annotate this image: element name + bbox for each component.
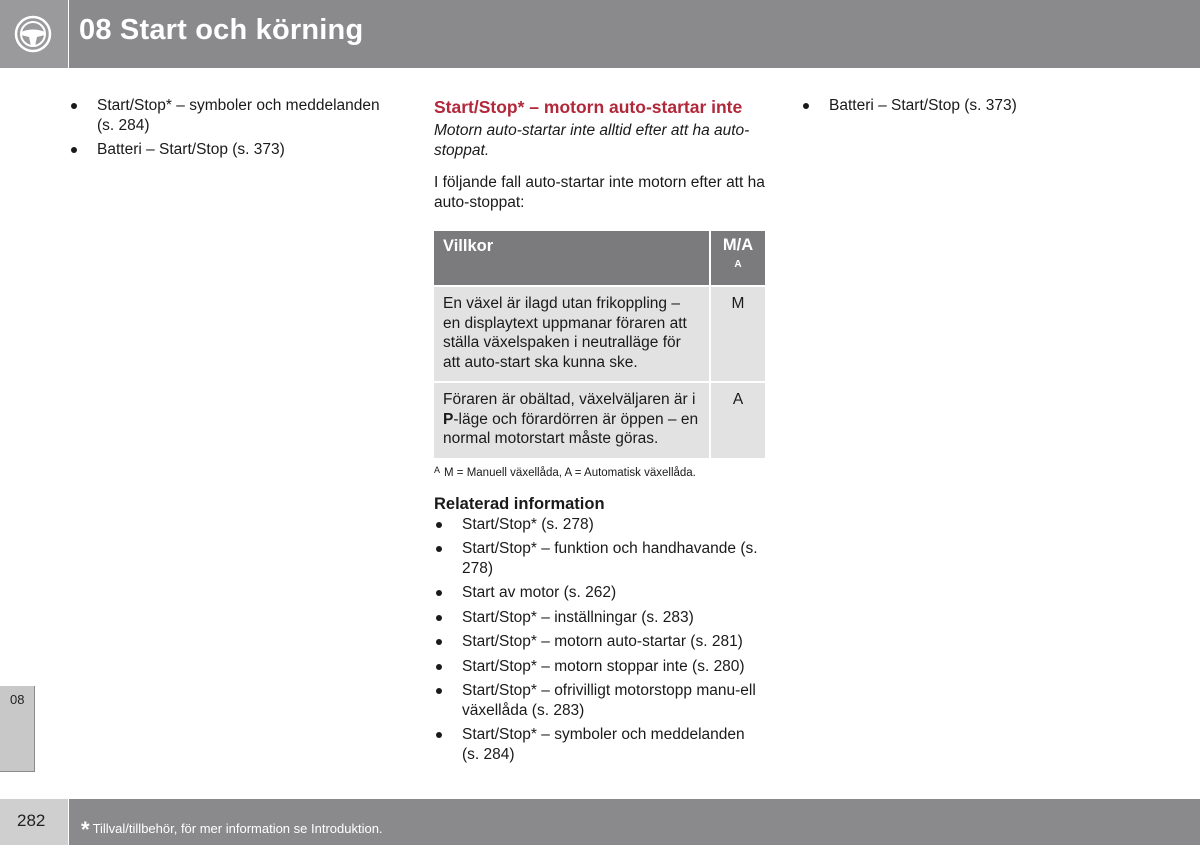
bullet-icon	[436, 546, 442, 552]
list-item[interactable]: Start/Stop* – inställningar (s. 283)	[434, 608, 766, 628]
list-item[interactable]: Start/Stop* – motorn auto-startar (s. 281)	[434, 632, 766, 652]
chapter-header	[69, 0, 1200, 68]
footer-bar	[69, 799, 1200, 845]
table-cell-condition: En växel är ilagd utan frikoppling – en displaytext uppmanar föraren att ställa växelspaken i neutralläge för att auto-start ska kunna ske.	[434, 285, 709, 381]
table-cell-condition: Föraren är obältad, växelväljaren är i P-läge och förardörren är öppen – en normal motorstart måste göras.	[434, 381, 709, 458]
list-item[interactable]: Start/Stop* – funktion och handhavande (s. 278)	[434, 539, 766, 578]
table-row	[434, 381, 765, 458]
list-item[interactable]: Start/Stop* – motorn stoppar inte (s. 280)	[434, 657, 766, 677]
bullet-icon	[436, 522, 442, 528]
steering-wheel-icon	[14, 15, 52, 53]
related-info-title: Relaterad information	[434, 494, 605, 513]
table-header-ma-label: M/A	[722, 236, 754, 254]
list-item[interactable]: Batteri – Start/Stop (s. 373)	[801, 96, 1131, 116]
table-cell-value: A	[709, 381, 765, 458]
table-row	[434, 285, 765, 381]
conditions-table	[434, 231, 765, 458]
table-header-ma	[709, 231, 765, 285]
bullet-icon	[803, 103, 809, 109]
related-link-list	[434, 515, 766, 765]
list-item[interactable]: Start/Stop* – symboler och meddelanden (s. 284)	[434, 725, 766, 764]
bullet-icon	[71, 103, 77, 109]
bullet-icon	[436, 590, 442, 596]
list-item[interactable]: Start/Stop* (s. 278)	[434, 515, 766, 535]
table-footnote: $^A$ M = Manuell växellåda, A = Automatisk växellåda.	[434, 464, 696, 479]
right-column	[801, 96, 1131, 121]
table-header-villkor: Villkor	[434, 231, 709, 285]
bullet-icon	[436, 664, 442, 670]
footnote-mark: A	[434, 464, 441, 475]
chapter-title: 08 Start och körning	[79, 14, 364, 46]
page-number: 282	[17, 811, 46, 830]
bullet-icon	[436, 639, 442, 645]
table-header-ma-footnote-mark: A	[734, 259, 742, 270]
right-link-list	[801, 96, 1131, 116]
bullet-icon	[436, 732, 442, 738]
bullet-icon	[436, 615, 442, 621]
left-column	[69, 96, 399, 165]
intro-paragraph: I följande fall auto-startar inte motorn efter att ha auto-stoppat:	[434, 174, 765, 211]
list-item[interactable]: Batteri – Start/Stop (s. 373)	[69, 140, 399, 160]
header-icon-area	[0, 0, 68, 68]
bullet-icon	[436, 688, 442, 694]
section-title: Start/Stop* – motorn auto-startar inte	[434, 97, 743, 117]
list-item[interactable]: Start av motor (s. 262)	[434, 583, 766, 603]
middle-column	[434, 96, 766, 769]
footer-note: * Tillval/tillbehör, för mer information se Introduktion.	[81, 817, 383, 842]
list-item[interactable]: Start/Stop* – symboler och meddelanden (s. 284)	[69, 96, 399, 135]
page-number-box	[0, 799, 68, 845]
asterisk-mark: *	[81, 817, 90, 842]
section-subtitle: Motorn auto-startar inte alltid efter att ha auto-stoppat.	[434, 122, 750, 159]
chapter-side-tab-label: 08	[10, 692, 25, 707]
gear-position-p: P	[443, 410, 454, 428]
list-item[interactable]: Start/Stop* – ofrivilligt motorstopp manu-ell växellåda (s. 283)	[434, 681, 766, 720]
chapter-side-tab[interactable]	[0, 686, 35, 772]
table-cell-value: M	[709, 285, 765, 381]
left-link-list	[69, 96, 399, 160]
bullet-icon	[71, 147, 77, 153]
